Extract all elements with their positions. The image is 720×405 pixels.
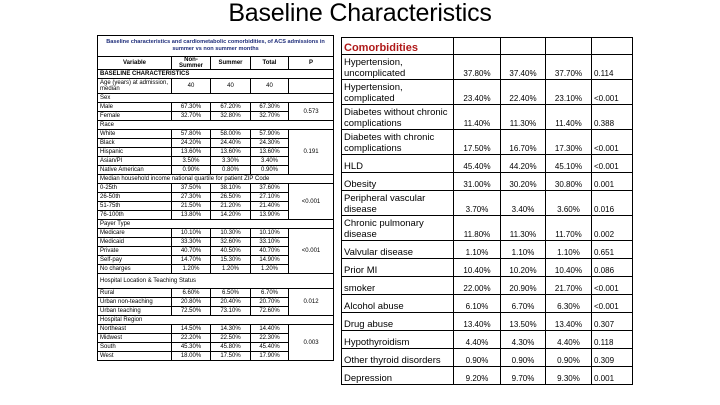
value-cell: 10.40% [546, 259, 592, 277]
value-cell: 44.20% [501, 155, 546, 173]
p-value-cell: 0.388 [592, 105, 633, 130]
value-cell: 24.30% [251, 139, 289, 148]
value-cell: 21.20% [211, 202, 251, 211]
value-cell: 24.40% [211, 139, 251, 148]
p-value-cell: 0.001 [592, 367, 633, 385]
column-header: Summer [211, 57, 251, 70]
value-cell: 37.60% [251, 184, 289, 193]
table-row [342, 313, 633, 331]
value-cell: 22.40% [501, 80, 546, 105]
row-label: 26-50th [98, 193, 172, 202]
value-cell: 67.30% [251, 103, 289, 112]
section-label: Median household income national quartile for patient ZIP Code [98, 175, 334, 184]
value-cell: 40 [211, 79, 251, 94]
value-cell: 45.80% [211, 343, 251, 352]
p-value-cell: 0.012 [289, 289, 334, 316]
value-cell: 22.20% [172, 334, 211, 343]
value-cell: 11.40% [546, 105, 592, 130]
value-cell: 11.70% [546, 216, 592, 241]
value-cell: 17.90% [251, 352, 289, 361]
row-label: White [98, 130, 172, 139]
value-cell: 30.80% [546, 173, 592, 191]
p-value-cell: 0.307 [592, 313, 633, 331]
value-cell: 10.10% [172, 229, 211, 238]
column-header: Variable [98, 57, 172, 70]
value-cell: 32.70% [251, 112, 289, 121]
value-cell: 6.60% [172, 289, 211, 298]
value-cell: 11.80% [454, 216, 501, 241]
table-row [342, 277, 633, 295]
value-cell: 3.60% [546, 191, 592, 216]
value-cell: 57.90% [251, 130, 289, 139]
comorbidity-label: Chronic pulmonary disease [342, 216, 454, 241]
value-cell: 37.50% [172, 184, 211, 193]
value-cell: 45.30% [172, 343, 211, 352]
value-cell: 30.20% [501, 173, 546, 191]
value-cell: 22.00% [454, 277, 501, 295]
p-value-cell: <0.001 [592, 130, 633, 155]
value-cell: 67.30% [172, 103, 211, 112]
value-cell: 3.40% [251, 157, 289, 166]
value-cell: 4.30% [501, 331, 546, 349]
empty-header-cell [454, 38, 501, 55]
section-label: Payer Type [98, 220, 334, 229]
value-cell: 73.10% [211, 307, 251, 316]
value-cell: 9.30% [546, 367, 592, 385]
value-cell: 1.20% [251, 265, 289, 274]
section-label: Hospital Region [98, 316, 334, 325]
empty-header-cell [546, 38, 592, 55]
value-cell: 37.40% [501, 55, 546, 80]
row-label: Self-pay [98, 256, 172, 265]
value-cell: 45.40% [454, 155, 501, 173]
comorbidity-label: Obesity [342, 173, 454, 191]
comorbidity-label: Depression [342, 367, 454, 385]
value-cell: 33.10% [251, 238, 289, 247]
value-cell: 10.20% [501, 259, 546, 277]
value-cell: 27.10% [251, 193, 289, 202]
value-cell: 3.30% [211, 157, 251, 166]
row-label: Midwest [98, 334, 172, 343]
table-row [342, 259, 633, 277]
section-row [98, 274, 334, 289]
baseline-characteristics-table [97, 35, 333, 361]
value-cell: 57.80% [172, 130, 211, 139]
value-cell: 10.40% [454, 259, 501, 277]
section-row [98, 94, 334, 103]
row-label: Native American [98, 166, 172, 175]
value-cell: 40.70% [251, 247, 289, 256]
value-cell: 21.40% [251, 202, 289, 211]
comorbidity-label: Other thyroid disorders [342, 349, 454, 367]
value-cell: 40 [172, 79, 211, 94]
p-value-cell: 0.114 [592, 55, 633, 80]
section-row [98, 220, 334, 229]
value-cell: 20.70% [251, 298, 289, 307]
section-label: Hospital Location & Teaching Status [98, 274, 334, 289]
column-header: Total [251, 57, 289, 70]
table-row [342, 55, 633, 80]
value-cell: 0.90% [454, 349, 501, 367]
table-row [98, 325, 334, 334]
table-caption: Baseline characteristics and cardiometabolic comorbidities, of ACS admissions in summer vs non summer months [98, 36, 334, 57]
comorbidity-label: Valvular disease [342, 241, 454, 259]
value-cell: 33.30% [172, 238, 211, 247]
value-cell: 40.50% [211, 247, 251, 256]
value-cell: 58.00% [211, 130, 251, 139]
value-cell: 31.00% [454, 173, 501, 191]
value-cell: 22.30% [251, 334, 289, 343]
value-cell: 15.30% [211, 256, 251, 265]
value-cell: 11.40% [454, 105, 501, 130]
value-cell: 21.70% [546, 277, 592, 295]
empty-header-cell [501, 38, 546, 55]
p-value-cell: <0.001 [592, 80, 633, 105]
table-row [342, 331, 633, 349]
value-cell: 1.10% [454, 241, 501, 259]
table-row [342, 173, 633, 191]
value-cell: 3.40% [501, 191, 546, 216]
comorbidity-label: Peripheral vascular disease [342, 191, 454, 216]
value-cell: 11.30% [501, 216, 546, 241]
p-value-cell: 0.573 [289, 103, 334, 121]
comorbidity-label: Hypertension, complicated [342, 80, 454, 105]
section-label: Race [98, 121, 334, 130]
p-value-cell: <0.001 [289, 184, 334, 220]
value-cell: 3.70% [454, 191, 501, 216]
value-cell: 45.40% [251, 343, 289, 352]
table-row [342, 241, 633, 259]
value-cell: 6.30% [546, 295, 592, 313]
row-label: 76-100th [98, 211, 172, 220]
value-cell: 37.70% [546, 55, 592, 80]
value-cell: 37.80% [454, 55, 501, 80]
table-row [342, 130, 633, 155]
comorbidity-label: Hypothyroidism [342, 331, 454, 349]
row-label: Urban non-teaching [98, 298, 172, 307]
row-label: South [98, 343, 172, 352]
comorbidity-label: smoker [342, 277, 454, 295]
comorbidity-label: Drug abuse [342, 313, 454, 331]
value-cell: 17.30% [546, 130, 592, 155]
comorbidities-table [341, 37, 632, 385]
value-cell: 3.50% [172, 157, 211, 166]
row-label: Northeast [98, 325, 172, 334]
value-cell: 24.20% [172, 139, 211, 148]
value-cell: 13.90% [251, 211, 289, 220]
row-label: Hispanic [98, 148, 172, 157]
value-cell: 14.70% [172, 256, 211, 265]
p-value-cell: <0.001 [592, 295, 633, 313]
value-cell: 6.10% [454, 295, 501, 313]
p-value-cell: 0.003 [289, 325, 334, 361]
row-label: Medicaid [98, 238, 172, 247]
value-cell: 0.90% [501, 349, 546, 367]
value-cell: 4.40% [454, 331, 501, 349]
value-cell: 72.50% [172, 307, 211, 316]
value-cell: 13.40% [546, 313, 592, 331]
value-cell: 38.10% [211, 184, 251, 193]
value-cell: 1.10% [501, 241, 546, 259]
p-value-cell: 0.086 [592, 259, 633, 277]
value-cell: 27.30% [172, 193, 211, 202]
value-cell: 6.70% [251, 289, 289, 298]
row-label: Male [98, 103, 172, 112]
value-cell: 17.50% [454, 130, 501, 155]
value-cell: 13.60% [251, 148, 289, 157]
p-value-cell: <0.001 [592, 277, 633, 295]
p-value-cell: 0.651 [592, 241, 633, 259]
value-cell: 14.90% [251, 256, 289, 265]
slide-title: Baseline Characteristics [228, 0, 492, 27]
p-value-cell: 0.002 [592, 216, 633, 241]
p-value-cell: 0.016 [592, 191, 633, 216]
p-value-cell [289, 79, 334, 94]
value-cell: 9.20% [454, 367, 501, 385]
value-cell: 23.10% [546, 80, 592, 105]
row-label: No charges [98, 265, 172, 274]
value-cell: 67.20% [211, 103, 251, 112]
p-value-cell: 0.309 [592, 349, 633, 367]
comorbidity-label: Prior MI [342, 259, 454, 277]
value-cell: 10.30% [211, 229, 251, 238]
table-row [98, 184, 334, 193]
comorbidity-label: Hypertension, uncomplicated [342, 55, 454, 80]
value-cell: 17.50% [211, 352, 251, 361]
value-cell: 0.80% [211, 166, 251, 175]
value-cell: 11.30% [501, 105, 546, 130]
p-value-cell: <0.001 [592, 155, 633, 173]
table-row [98, 103, 334, 112]
value-cell: 26.50% [211, 193, 251, 202]
value-cell: 14.50% [172, 325, 211, 334]
value-cell: 13.60% [172, 148, 211, 157]
section-row [98, 316, 334, 325]
table-row [342, 367, 633, 385]
value-cell: 14.30% [211, 325, 251, 334]
value-cell: 0.90% [172, 166, 211, 175]
value-cell: 32.60% [211, 238, 251, 247]
value-cell: 6.50% [211, 289, 251, 298]
value-cell: 13.80% [172, 211, 211, 220]
comorbidity-label: HLD [342, 155, 454, 173]
section-label: Sex [98, 94, 334, 103]
table-row [98, 79, 334, 94]
value-cell: 14.20% [211, 211, 251, 220]
value-cell: 20.80% [172, 298, 211, 307]
comorbidity-label: Diabetes with chronic complications [342, 130, 454, 155]
p-value-cell: 0.001 [592, 173, 633, 191]
value-cell: 14.40% [251, 325, 289, 334]
table-row [342, 105, 633, 130]
value-cell: 32.80% [211, 112, 251, 121]
value-cell: 1.20% [211, 265, 251, 274]
row-label: Age (years) at admission, median [98, 79, 172, 94]
value-cell: 13.60% [211, 148, 251, 157]
table-row [342, 80, 633, 105]
row-label: Medicare [98, 229, 172, 238]
value-cell: 16.70% [501, 130, 546, 155]
row-label: Female [98, 112, 172, 121]
value-cell: 1.20% [172, 265, 211, 274]
row-label: Private [98, 247, 172, 256]
section-row [98, 175, 334, 184]
value-cell: 21.50% [172, 202, 211, 211]
value-cell: 6.70% [501, 295, 546, 313]
table-row [98, 130, 334, 139]
section-row [98, 121, 334, 130]
column-header: Non-Summer [172, 57, 211, 70]
value-cell: 20.90% [501, 277, 546, 295]
value-cell: 9.70% [501, 367, 546, 385]
row-label: Rural [98, 289, 172, 298]
table-row [98, 229, 334, 238]
table-row [98, 289, 334, 298]
value-cell: 23.40% [454, 80, 501, 105]
table-row [342, 295, 633, 313]
value-cell: 32.70% [172, 112, 211, 121]
value-cell: 18.00% [172, 352, 211, 361]
value-cell: 20.40% [211, 298, 251, 307]
table-row [342, 191, 633, 216]
value-cell: 13.50% [501, 313, 546, 331]
table-row [342, 349, 633, 367]
value-cell: 40 [251, 79, 289, 94]
value-cell: 0.90% [546, 349, 592, 367]
row-label: 0-25th [98, 184, 172, 193]
value-cell: 22.50% [211, 334, 251, 343]
value-cell: 1.10% [546, 241, 592, 259]
value-cell: 0.90% [251, 166, 289, 175]
value-cell: 13.40% [454, 313, 501, 331]
row-label: Asian/PI [98, 157, 172, 166]
row-label: 51-75th [98, 202, 172, 211]
table-row [342, 216, 633, 241]
column-header: P [289, 57, 334, 70]
value-cell: 72.60% [251, 307, 289, 316]
row-label: West [98, 352, 172, 361]
value-cell: 10.10% [251, 229, 289, 238]
p-value-cell: <0.001 [289, 229, 334, 274]
comorbidities-heading: Comorbidities [342, 38, 454, 55]
value-cell: 40.70% [172, 247, 211, 256]
p-value-cell: 0.118 [592, 331, 633, 349]
comorbidity-label: Alcohol abuse [342, 295, 454, 313]
row-label: Black [98, 139, 172, 148]
table-row [342, 155, 633, 173]
p-value-cell: 0.191 [289, 130, 334, 175]
empty-header-cell [592, 38, 633, 55]
comorbidity-label: Diabetes without chronic complications [342, 105, 454, 130]
section-title: BASELINE CHARACTERISTICS [98, 70, 334, 79]
value-cell: 4.40% [546, 331, 592, 349]
value-cell: 45.10% [546, 155, 592, 173]
row-label: Urban teaching [98, 307, 172, 316]
